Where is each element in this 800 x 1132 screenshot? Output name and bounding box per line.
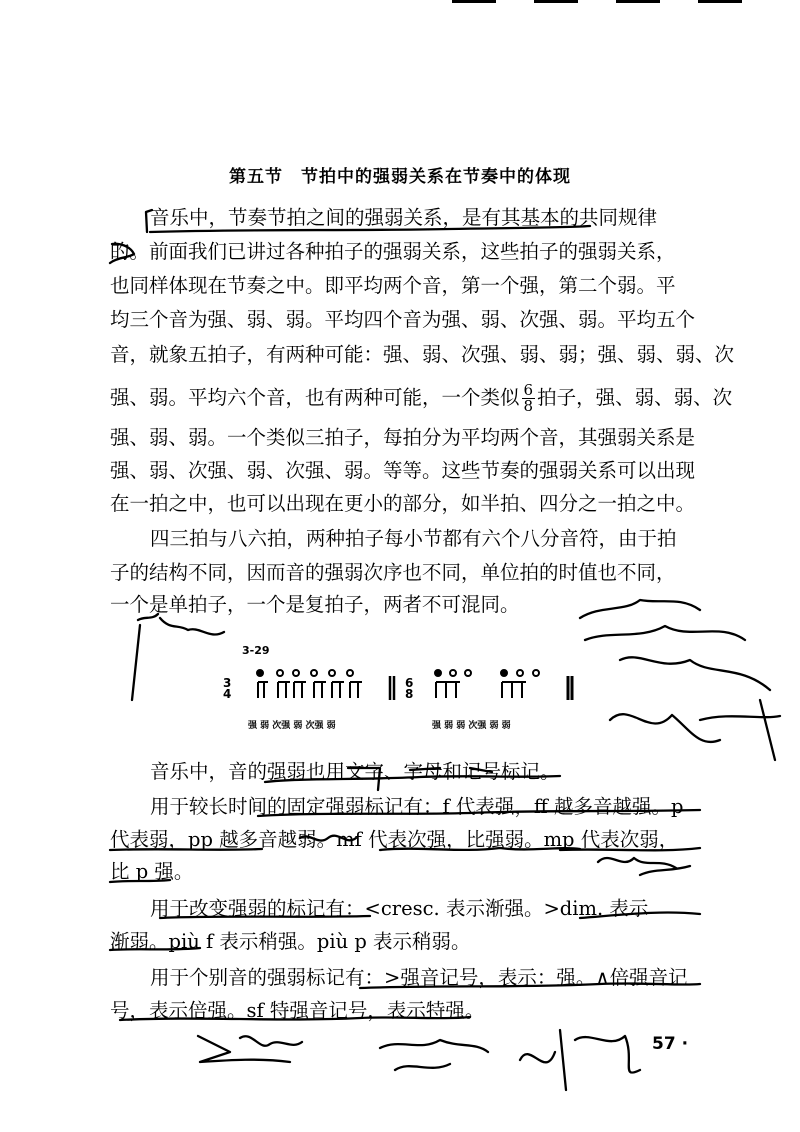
text-line: 音乐中，音的强弱也用文字、字母和记号标记。 <box>150 760 560 783</box>
handwritten-scribble <box>380 1040 488 1070</box>
text-line: 的。前面我们已讲过各种拍子的强弱关系，这些拍子的强弱关系， <box>110 240 676 263</box>
text-line: 在一拍之中，也可以出现在更小的部分，如半拍、四分之一拍之中。 <box>110 492 696 515</box>
handwritten-scribble <box>700 700 780 760</box>
section-title: 第五节 节拍中的强弱关系在节奏中的体现 <box>229 167 571 187</box>
example-label: 3-29 <box>242 644 270 657</box>
accent-pattern-1: 强 弱 次强 弱 次强 弱 <box>248 721 336 731</box>
time-signature-bottom: 4 <box>223 687 232 701</box>
time-signature-top: 3 <box>223 676 232 690</box>
page-number: 57 · <box>652 1034 689 1054</box>
text-segment: 强、弱。平均六个音，也有两种可能，一个类似 <box>110 386 520 409</box>
text-segment: 拍子，强、弱、弱、次 <box>537 386 733 409</box>
text-line: 音乐中，节奏节拍之间的强弱关系，是有其基本的共同规律 <box>150 206 658 229</box>
top-rule <box>534 0 578 3</box>
text-line: 一个是单拍子，一个是复拍子，两者不可混同。 <box>110 593 520 616</box>
top-rule <box>452 0 496 3</box>
text-line: 强、弱、弱。一个类似三拍子，每拍分为平均两个音，其强弱关系是 <box>110 426 696 449</box>
bar-line <box>390 676 394 700</box>
text-line: 强、弱、次强、弱、次强、弱。等等。这些节奏的强弱关系可以出现 <box>110 459 696 482</box>
text-line: 用于个别音的强弱标记有：>强音记号，表示：强。∧倍强音记 <box>150 966 688 989</box>
note-group-2 <box>435 670 539 698</box>
top-rule <box>698 0 742 3</box>
text-line: 用于较长时间的固定强弱标记有：f 代表强，ff 越多音越强。p <box>150 795 684 818</box>
accent-pattern-2: 强 弱 弱 次强 弱 弱 <box>432 721 511 731</box>
text-line: 均三个音为强、弱、弱。平均四个音为强、弱、次强、弱。平均五个 <box>110 308 696 331</box>
text-line-with-fraction <box>110 381 733 415</box>
note-group-1 <box>257 670 362 698</box>
music-example <box>120 640 580 740</box>
text-line: 用于改变强弱的标记有：<cresc. 表示渐强。>dim. 表示 <box>150 897 649 920</box>
handwritten-scribble <box>520 1030 640 1090</box>
top-rule <box>616 0 660 3</box>
text-line: 四三拍与八六拍，两种拍子每小节都有六个八分音符，由于拍 <box>150 527 677 550</box>
handwritten-scribble <box>198 1036 302 1062</box>
time-signature-bottom: 8 <box>405 687 414 701</box>
text-line: 代表弱，pp 越多音越弱。mf 代表次强，比强弱。mp 代表次弱， <box>110 828 679 851</box>
fraction-denominator: 8 <box>523 397 534 415</box>
text-line: 也同样体现在节奏之中。即平均两个音，第一个强，第二个弱。平 <box>110 274 676 297</box>
time-signature-top: 6 <box>405 676 414 690</box>
text-line: 渐弱。più f 表示稍强。più p 表示稍弱。 <box>110 930 471 953</box>
handwritten-scribble <box>580 600 770 742</box>
fraction-numerator: 6 <box>523 381 534 399</box>
text-line: 比 p 强。 <box>110 860 194 883</box>
text-line: 号，表示倍强。sf 特强音记号，表示特强。 <box>110 999 485 1022</box>
text-line: 子的结构不同，因而音的强弱次序也不同，单位拍的时值也不同， <box>110 561 676 584</box>
final-bar-line <box>568 676 572 700</box>
text-line: 音，就象五拍子，有两种可能：强、弱、次强、弱、弱；强、弱、弱、次 <box>110 343 735 366</box>
fraction-six-eight <box>522 383 536 414</box>
